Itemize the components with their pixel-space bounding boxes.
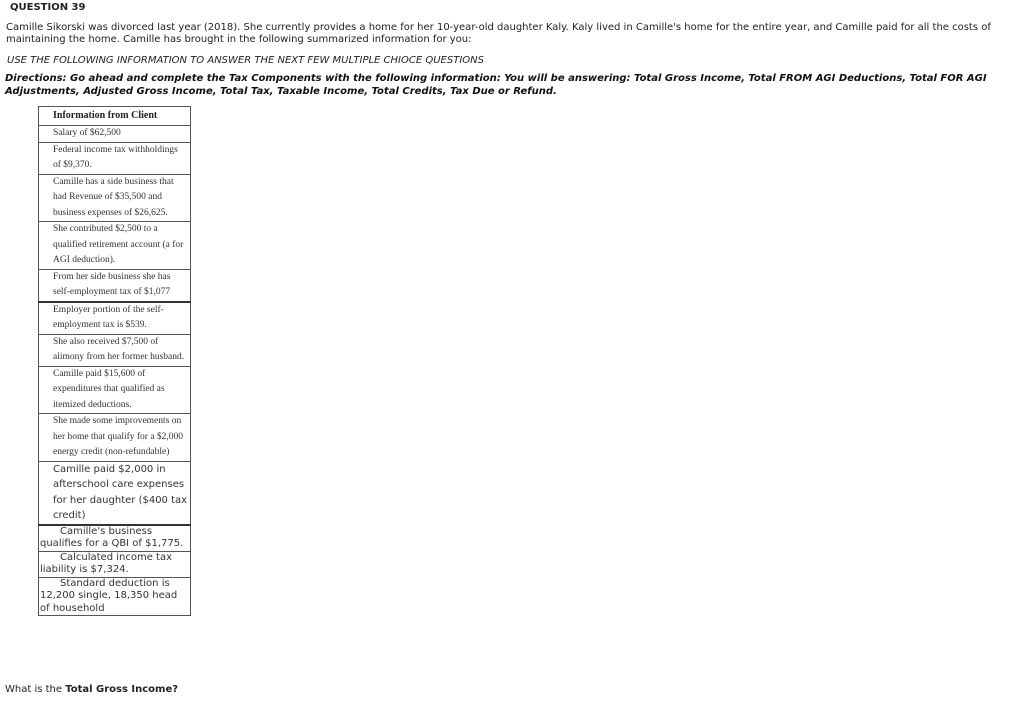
table-row [39,126,191,143]
table-row [39,525,191,552]
final-question-emphasis: Total Gross Income? [65,684,179,695]
table-row [39,551,191,577]
client-info-table [38,106,191,616]
table-row [39,174,191,222]
withholding-cell: Federal income tax withholdings of $9,370. [39,142,191,174]
final-question [5,684,178,696]
alimony-cell: She also received $7,500 of alimony from her former husband. [39,334,191,366]
directions-text: Directions: Go ahead and complete the Tax Components with the following information: You will be answering: Total Gross Income, Total FROM AGI Deductions, Total FOR AGI Adjustments, Adjusted Gross Income, Total Tax, Taxable Income, Total Credits, Tax Due or Refund. [5,73,987,97]
table-row [39,334,191,366]
table-header: Information from Client [39,107,191,126]
table-header-row [39,107,191,126]
afterschool-care-cell: Camille paid $2,000 in afterschool care expenses for her daughter ($400 tax credit) [39,461,191,525]
table-row [39,461,191,525]
table-row [39,222,191,270]
scenario-intro: Camille Sikorski was divorced last year (2018). She currently provides a home for her 10-year-old daughter Kaly. Kaly lived in Camille's home for the entire year, and Camille paid for all the costs of maintaining the home. Camille has brought in the following summarized information for you: [6,22,991,45]
table-row [39,366,191,414]
table-row [39,414,191,462]
use-following-note: USE THE FOLLOWING INFORMATION TO ANSWER THE NEXT FEW MULTIPLE CHIOCE QUESTIONS [7,55,484,66]
standard-deduction-cell [39,577,191,616]
income-tax-liability-text: Calculated income tax liability is $7,324. [40,551,173,575]
standard-deduction-text: Standard deduction is 12,200 single, 18,350 head of household [40,577,178,614]
itemized-deductions-cell: Camille paid $15,600 of expenditures that qualified as itemized deductions. [39,366,191,414]
table-row [39,142,191,174]
income-tax-liability-cell [39,551,191,577]
energy-credit-cell: She made some improvements on her home that qualify for a $2,000 energy credit (non-refundable) [39,414,191,462]
self-employment-tax-cell: From her side business she has self-employment tax of $1,077 [39,269,191,302]
employer-portion-cell: Employer portion of the self-employment tax is $539. [39,302,191,335]
table-row [39,577,191,616]
retirement-contribution-cell: She contributed $2,500 to a qualified retirement account (a for AGI deduction). [39,222,191,270]
question-number: QUESTION 39 [10,2,86,13]
table-row [39,269,191,302]
question-header [0,0,1024,16]
final-question-prefix: What is the [5,684,66,695]
salary-cell: Salary of $62,500 [39,126,191,143]
table-row [39,302,191,335]
side-business-cell: Camille has a side business that had Revenue of $35,500 and business expenses of $26,625. [39,174,191,222]
qbi-text: Camille's business qualifies for a QBI of $1,775. [40,525,184,549]
qbi-cell [39,525,191,552]
